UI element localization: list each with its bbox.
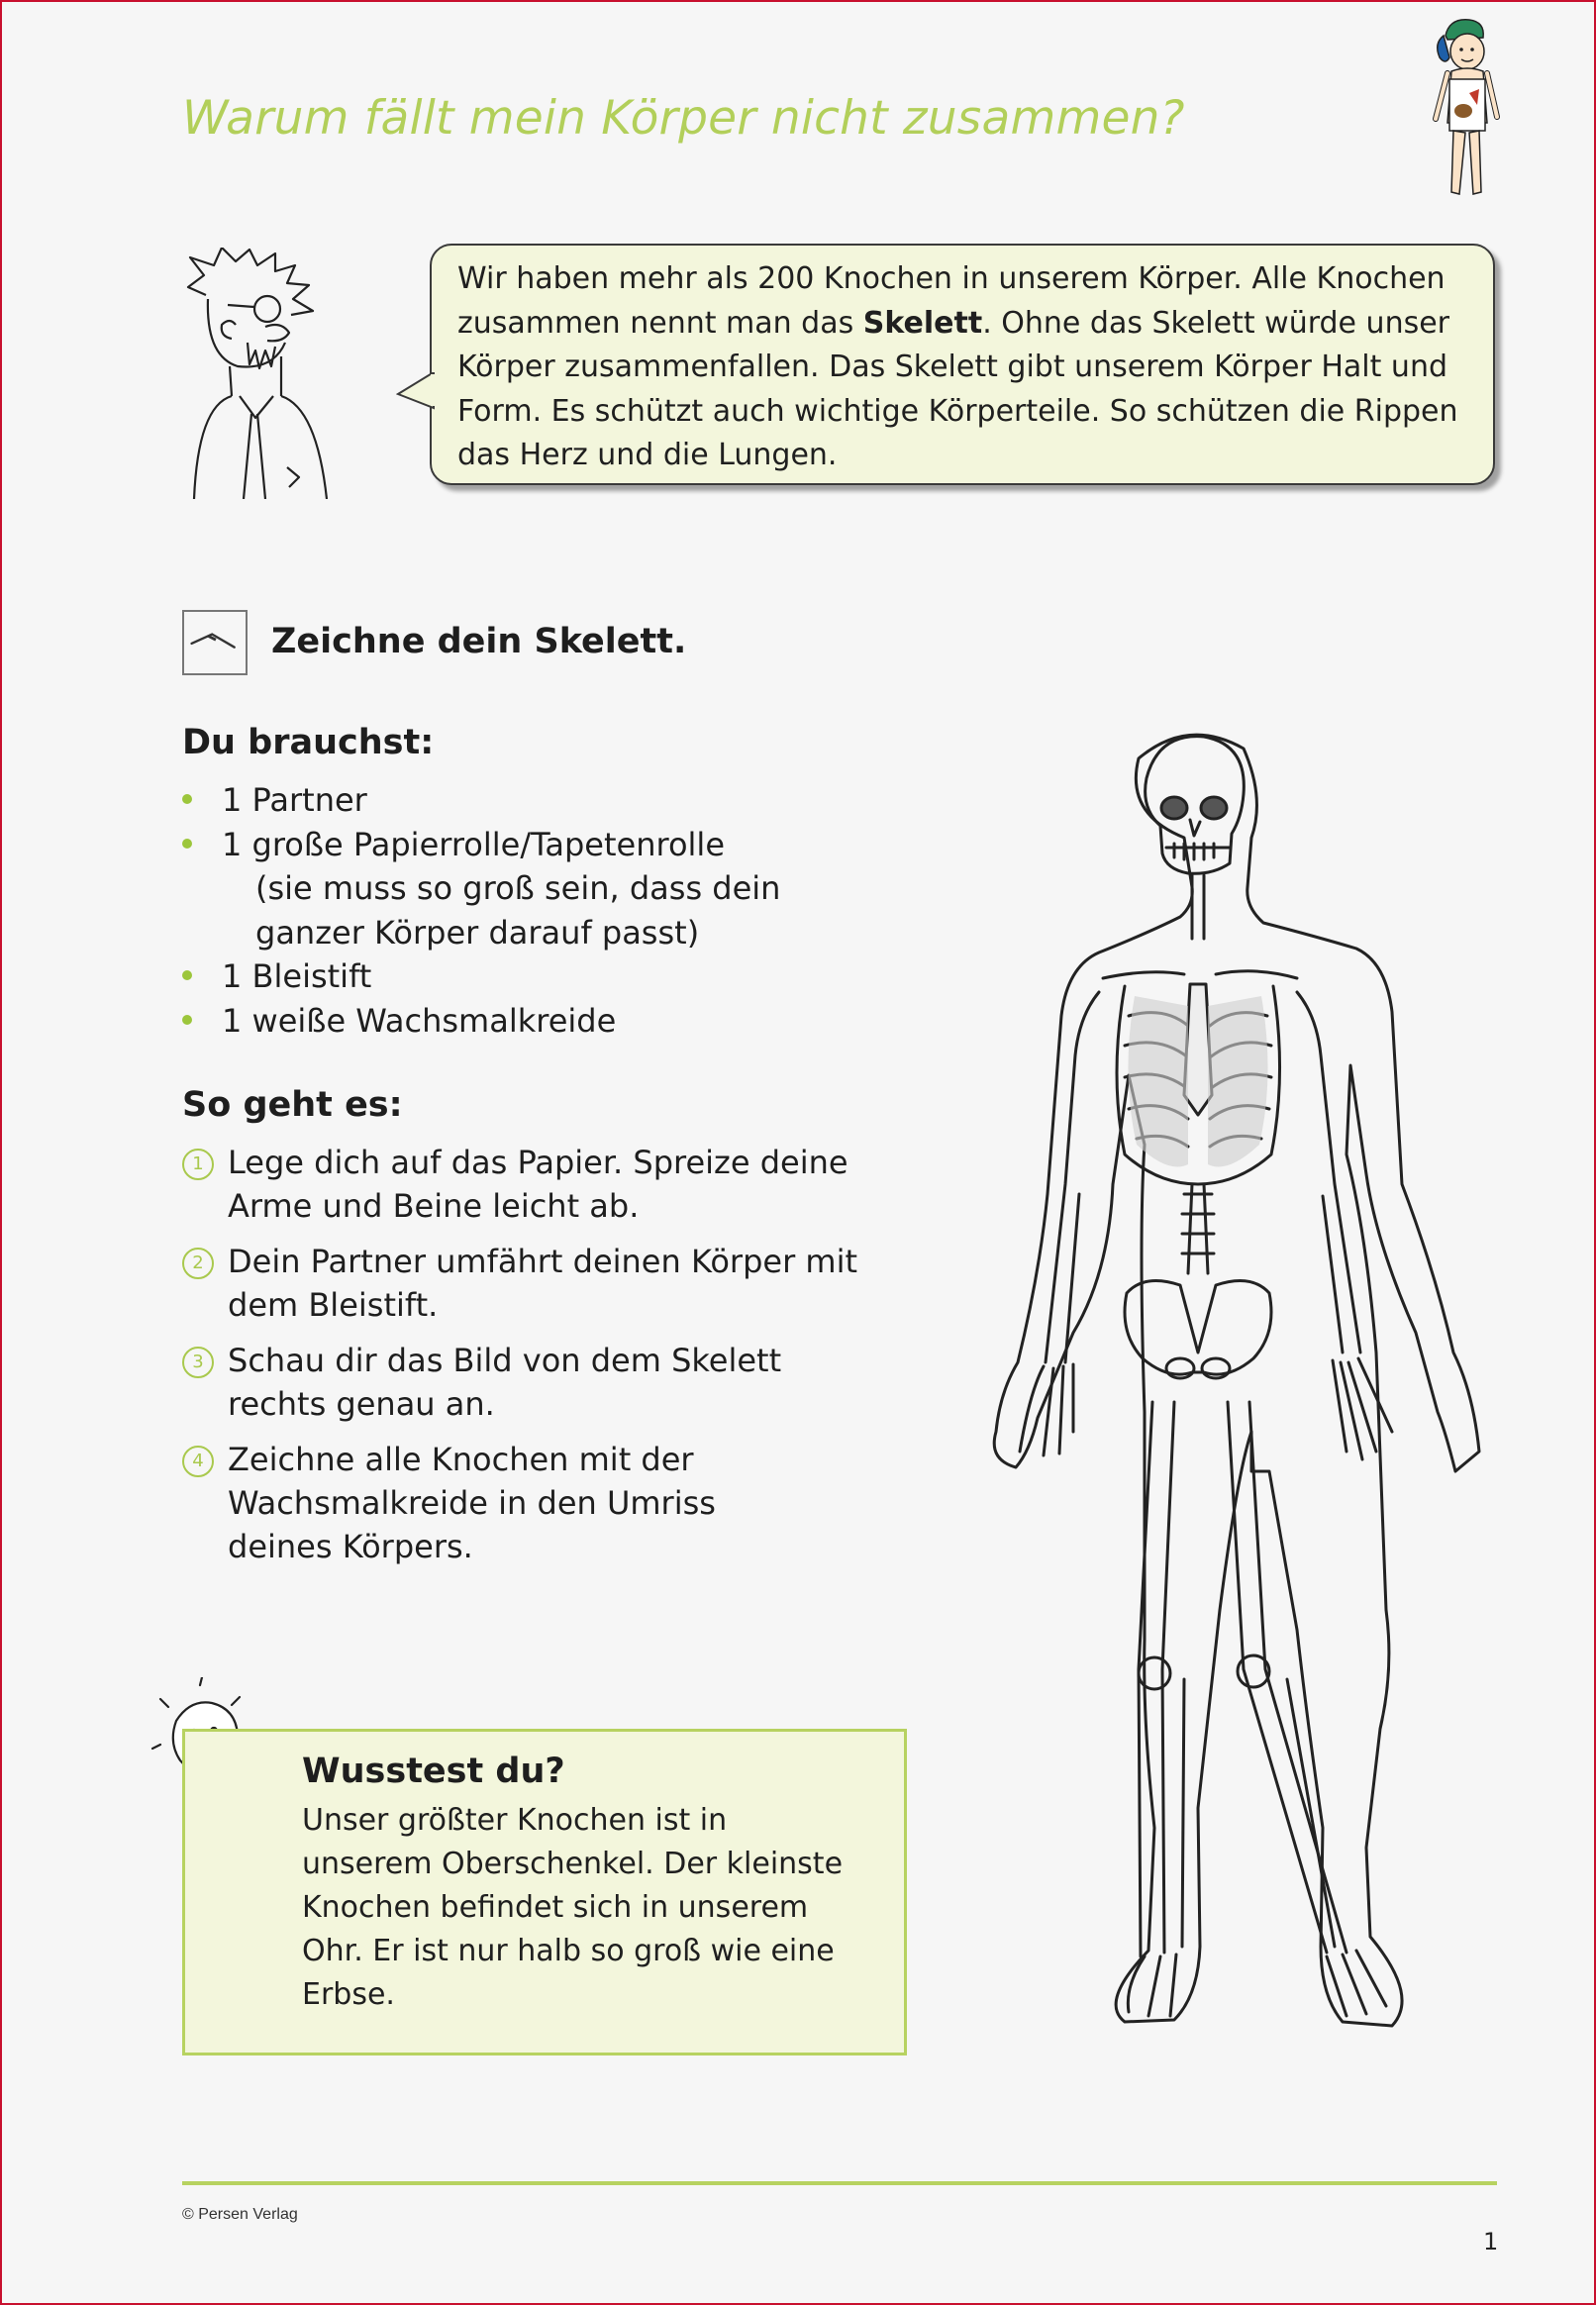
page-number: 1 (1483, 2228, 1499, 2255)
pencil-icon (182, 610, 248, 675)
intro-speech-bubble (430, 244, 1495, 485)
copyright: © Persen Verlag (182, 2206, 298, 2223)
step-item: 3 Schau dir das Bild von dem Skelett rechts genau an. (182, 1339, 861, 1426)
professor-icon (178, 248, 347, 499)
step-number: 1 (182, 1149, 214, 1180)
materials-list (182, 778, 849, 1043)
list-item-note: (sie muss so groß sein, dass dein ganzer Körper darauf passt) (255, 869, 781, 952)
list-item: 1 Bleistift (182, 954, 849, 999)
list-item: 1 Partner (182, 778, 849, 823)
steps-list (182, 1141, 915, 1580)
skeleton-illustration (950, 719, 1505, 2052)
page-title: Warum fällt mein Körper nicht zusammen? (182, 91, 1185, 146)
step-number: 4 (182, 1446, 214, 1477)
bullet-icon (182, 970, 192, 980)
step-number: 3 (182, 1347, 214, 1378)
bullet-icon (182, 1015, 192, 1025)
bullet-icon (182, 794, 192, 804)
fact-box-text: Unser größter Knochen ist in unserem Oberschenkel. Der kleinste Knochen befindet sich in unserem Ohr. Er ist nur halb so groß wie eine Erbse. (302, 1803, 844, 2012)
bubble-tail (396, 372, 436, 432)
kid-mascot-icon (1426, 14, 1505, 208)
fact-box (182, 1729, 907, 2055)
intro-text-2: . Ohne das Skelett würde unser Körper zusammenfallen. Das Skelett gibt unserem Körper Halt und Form. Es schützt auch wichtige Körperteile. So schützen die Rippen das Herz und die Lungen. (457, 305, 1458, 472)
steps-heading: So geht es: (182, 1085, 403, 1125)
footer-divider (182, 2181, 1497, 2185)
step-number: 2 (182, 1248, 214, 1279)
fact-box-title: Wusstest du? (302, 1752, 565, 1791)
bullet-icon (182, 839, 192, 849)
step-item: 4 Zeichne alle Knochen mit der Wachsmalkreide in den Umriss deines Körpers. (182, 1438, 802, 1568)
intro-text-1: Wir haben mehr als 200 Knochen in unserem Körper. Alle Knochen zusammen nennt man das (457, 261, 1446, 341)
intro-text-bold: Skelett (862, 305, 983, 341)
step-item: 2 Dein Partner umfährt deinen Körper mit dem Bleistift. (182, 1240, 861, 1327)
list-item: 1 große Papierrolle/Tapetenrolle (sie muss so groß sein, dass dein ganzer Körper darauf passt) (182, 823, 849, 955)
list-item: 1 weiße Wachsmalkreide (182, 999, 849, 1044)
materials-heading: Du brauchst: (182, 723, 435, 762)
task-title: Zeichne dein Skelett. (271, 622, 687, 661)
step-item: 1 Lege dich auf das Papier. Spreize deine Arme und Beine leicht ab. (182, 1141, 941, 1228)
